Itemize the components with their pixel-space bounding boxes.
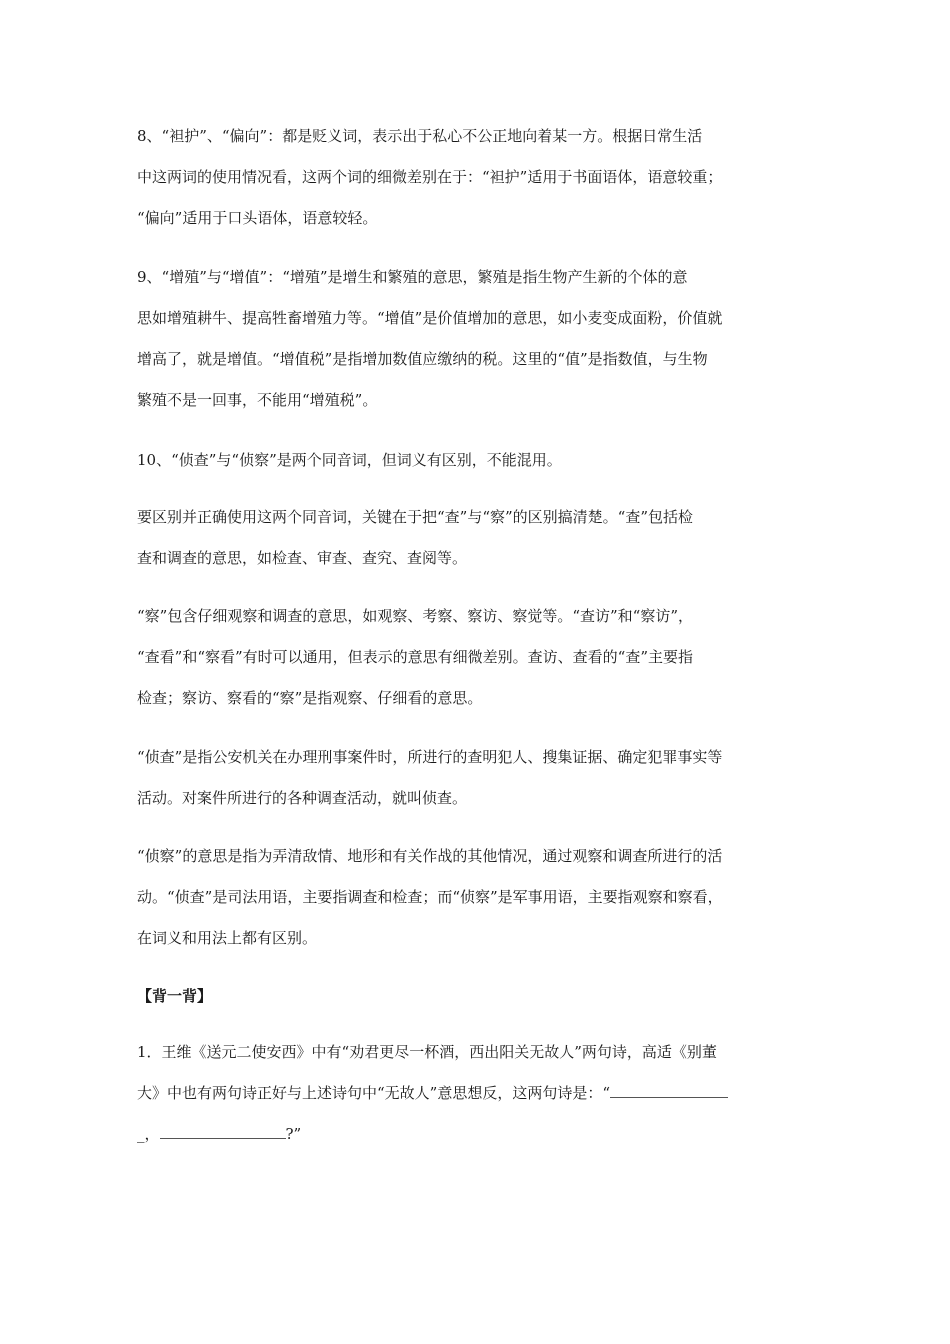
text-line: “查看”和“察看”有时可以通用，但表示的意思有细微差别。查访、查看的“查”主要指 [137,648,694,666]
text-line: 查和调查的意思，如检查、审查、查究、查阅等。 [137,549,468,567]
paragraph-10c [137,737,827,819]
question-line-2 [137,1073,827,1114]
text-line: “侦察”的意思是指为弄清敌情、地形和有关作战的其他情况，通过观察和调查所进行的活 [137,847,723,865]
text-line: 9、“增殖”与“增值”：“增殖”是增生和繁殖的意思，繁殖是指生物产生新的个体的意 [137,268,688,286]
text-line: “偏向”适用于口头语体，语意较轻。 [137,209,378,227]
question-line-3 [137,1114,827,1155]
paragraph-10d [137,836,827,959]
text-line: 思如增殖耕牛、提高牲畜增殖力等。“增值”是价值增加的意思，如小麦变成面粉，价值就 [137,309,723,327]
text-line: 在词义和用法上都有区别。 [137,929,318,947]
text-segment: 大》中也有两句诗正好与上述诗句中“无故人”意思想反，这两句诗是：“ [137,1084,611,1102]
text-line: 动。“侦查”是司法用语，主要指调查和检查；而“侦察”是军事用语，主要指观察和察看， [137,888,723,906]
paragraph-10b [137,596,827,719]
text-line: 增高了，就是增值。“增值税”是指增加数值应缴纳的税。这里的“值”是指数值，与生物 [137,350,708,368]
paragraph-10a [137,497,827,579]
text-line: 活动。对案件所进行的各种调查活动，就叫侦查。 [137,789,468,807]
answer-blank-1[interactable] [610,1081,728,1098]
paragraph-10 [137,440,827,481]
text-line: 要区别并正确使用这两个同音词，关键在于把“查”与“察”的区别搞清楚。“查”包括检 [137,508,694,526]
text-line: 繁殖不是一回事，不能用“增殖税”。 [137,391,378,409]
section-heading: 【背一背】 [137,987,213,1005]
text-segment: ?” [285,1125,302,1143]
paragraph-9 [137,257,827,421]
question-1 [137,1032,827,1155]
text-line: “侦查”是指公安机关在办理刑事案件时，所进行的查明犯人、搜集证据、确定犯罪事实等 [137,748,723,766]
paragraph-8 [137,116,827,239]
text-line: 检查；察访、察看的“察”是指观察、仔细看的意思。 [137,689,483,707]
text-line: “察”包含仔细观察和调查的意思，如观察、考察、察访、察觉等。“查访”和“察访”， [137,607,694,625]
text-line: 1．王维《送元二使安西》中有“劝君更尽一杯酒，西出阳关无故人”两句诗，高适《别董 [137,1043,717,1061]
text-line: 中这两词的使用情况看，这两个词的细微差别在于：“袒护”适用于书面语体，语意较重； [137,168,723,186]
text-segment: _， [137,1125,160,1143]
answer-blank-2[interactable] [160,1122,286,1139]
text-line: 8、“袒护”、“偏向”：都是贬义词，表示出于私心不公正地向着某一方。根据日常生活 [137,127,703,145]
text-line: 10、“侦查”与“侦察”是两个同音词，但词义有区别，不能混用。 [137,451,562,469]
